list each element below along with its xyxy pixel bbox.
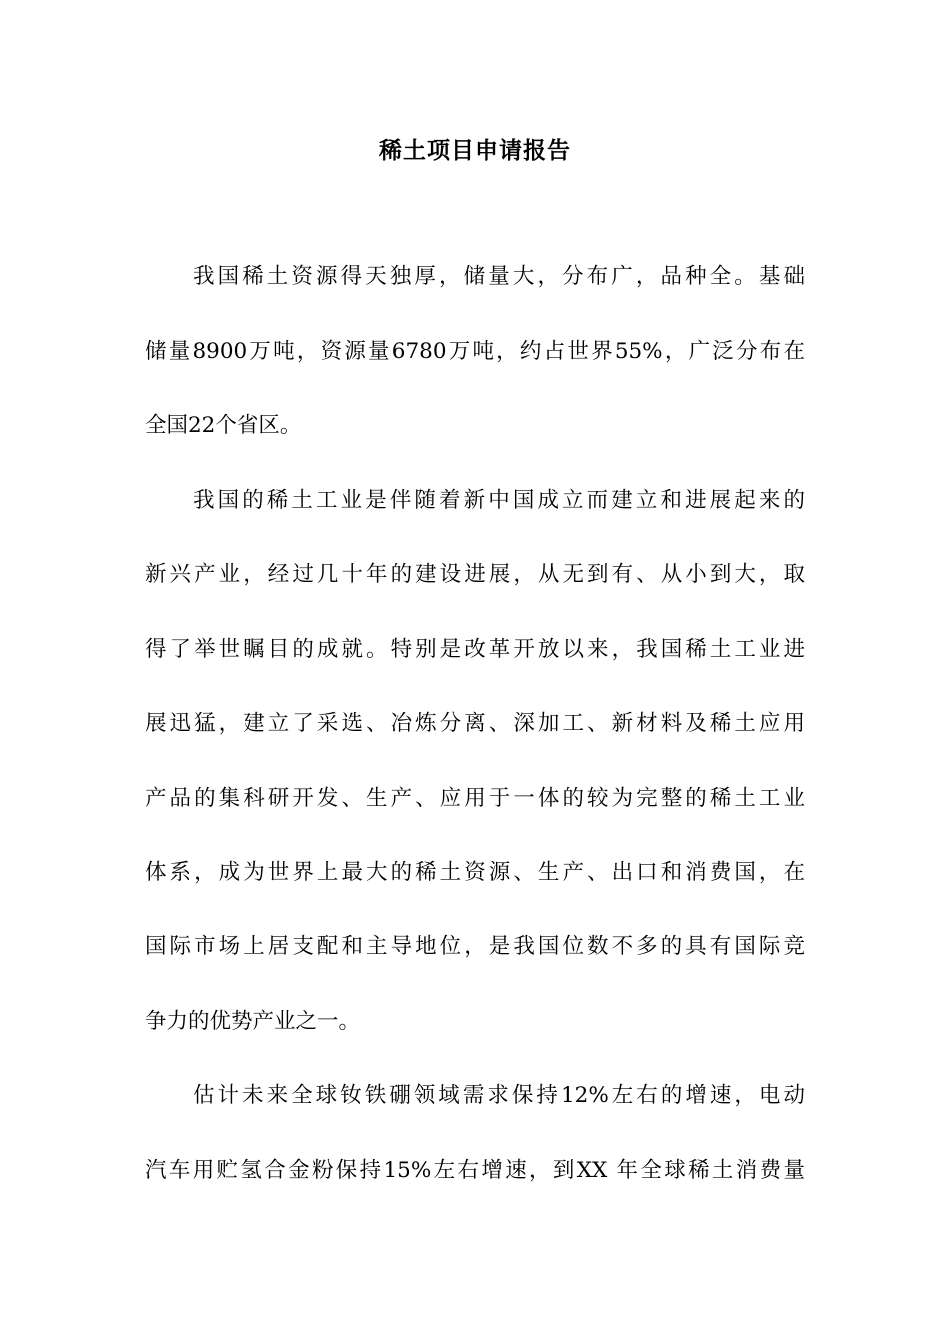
paragraph-1-line-2: 储量8900万吨，资源量6780万吨，约占世界55%，广泛分布在: [145, 339, 805, 364]
paragraph-1-line-3: 全国22个省区。: [145, 413, 302, 438]
paragraph-3-line-2: 汽车用贮氢合金粉保持15%左右增速，到XX 年全球稀土消费量: [145, 1158, 805, 1183]
paragraph-2-line-5: 产品的集科研开发、生产、应用于一体的较为完整的稀土工业: [145, 786, 805, 811]
paragraph-2-line-7: 国际市场上居支配和主导地位，是我国位数不多的具有国际竞: [145, 934, 805, 959]
paragraph-2-line-3: 得了举世瞩目的成就。特别是改革开放以来，我国稀土工业进: [145, 637, 805, 662]
paragraph-2-line-8: 争力的优势产业之一。: [145, 1009, 361, 1034]
paragraph-2-line-6: 体系，成为世界上最大的稀土资源、生产、出口和消费国，在: [145, 860, 805, 885]
paragraph-3-line-1: 估计未来全球钕铁硼领域需求保持12%左右的增速，电动: [193, 1083, 805, 1108]
document-title: 稀土项目申请报告: [379, 138, 571, 164]
paragraph-2-line-2: 新兴产业，经过几十年的建设进展，从无到有、从小到大，取: [145, 562, 805, 587]
paragraph-2-line-1: 我国的稀土工业是伴随着新中国成立而建立和进展起来的: [193, 488, 805, 513]
paragraph-2-line-4: 展迅猛，建立了采选、冶炼分离、深加工、新材料及稀土应用: [145, 711, 805, 736]
paragraph-1-line-1: 我国稀土资源得天独厚，储量大，分布广，品种全。基础: [193, 264, 805, 289]
